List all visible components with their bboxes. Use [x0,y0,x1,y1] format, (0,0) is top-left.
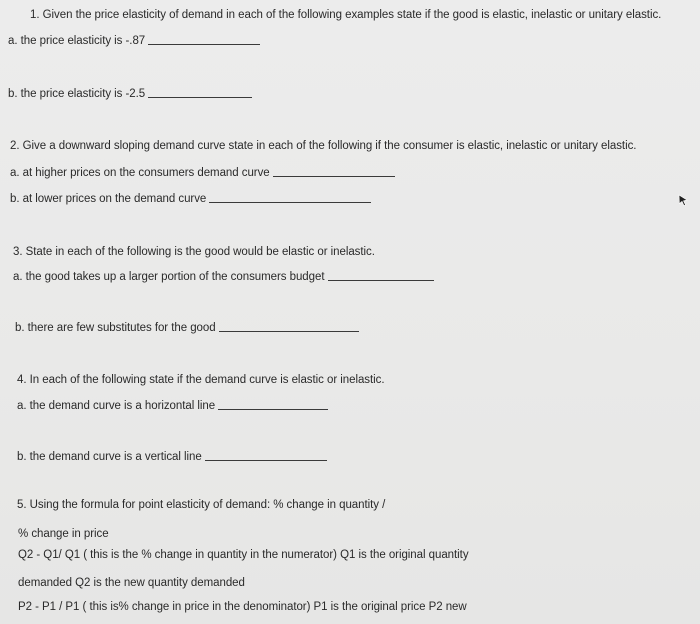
answer-blank[interactable] [328,279,434,281]
answer-blank[interactable] [148,43,260,45]
answer-blank[interactable] [219,330,359,332]
q5-line1: 5. Using the formula for point elasticity of demand: % change in quantity / [17,499,386,511]
q2-a: a. at higher prices on the consumers demand curve [10,167,395,179]
q5-line5: P2 - P1 / P1 ( this is% change in price in the denominator) P1 is the original price P2 new [18,601,467,613]
q2-b: b. at lower prices on the demand curve [10,193,371,205]
mouse-pointer-icon [677,194,689,206]
answer-blank[interactable] [148,96,252,98]
answer-blank[interactable] [218,408,328,410]
q5-line4: demanded Q2 is the new quantity demanded [18,577,245,589]
q5-line2: % change in price [18,528,109,540]
answer-blank[interactable] [273,175,395,177]
q4-a: a. the demand curve is a horizontal line [17,400,328,412]
answer-blank[interactable] [205,459,327,461]
q2-prompt: 2. Give a downward sloping demand curve state in each of the following if the consumer is elastic, inelastic or unitary elastic. [10,140,637,152]
q3-b: b. there are few substitutes for the good [15,322,359,334]
q3-a: a. the good takes up a larger portion of the consumers budget [13,271,434,283]
q4-prompt: 4. In each of the following state if the demand curve is elastic or inelastic. [17,374,385,386]
q5-line3: Q2 - Q1/ Q1 ( this is the % change in quantity in the numerator) Q1 is the original quantity [18,549,469,561]
q1-a: a. the price elasticity is -.87 [8,35,260,47]
q1-b: b. the price elasticity is -2.5 [8,88,252,100]
q3-prompt: 3. State in each of the following is the good would be elastic or inelastic. [13,246,375,258]
q4-b: b. the demand curve is a vertical line [17,451,327,463]
answer-blank[interactable] [209,201,371,203]
q1-prompt: 1. Given the price elasticity of demand in each of the following examples state if the good is elastic, inelastic or unitary elastic. [30,9,662,21]
